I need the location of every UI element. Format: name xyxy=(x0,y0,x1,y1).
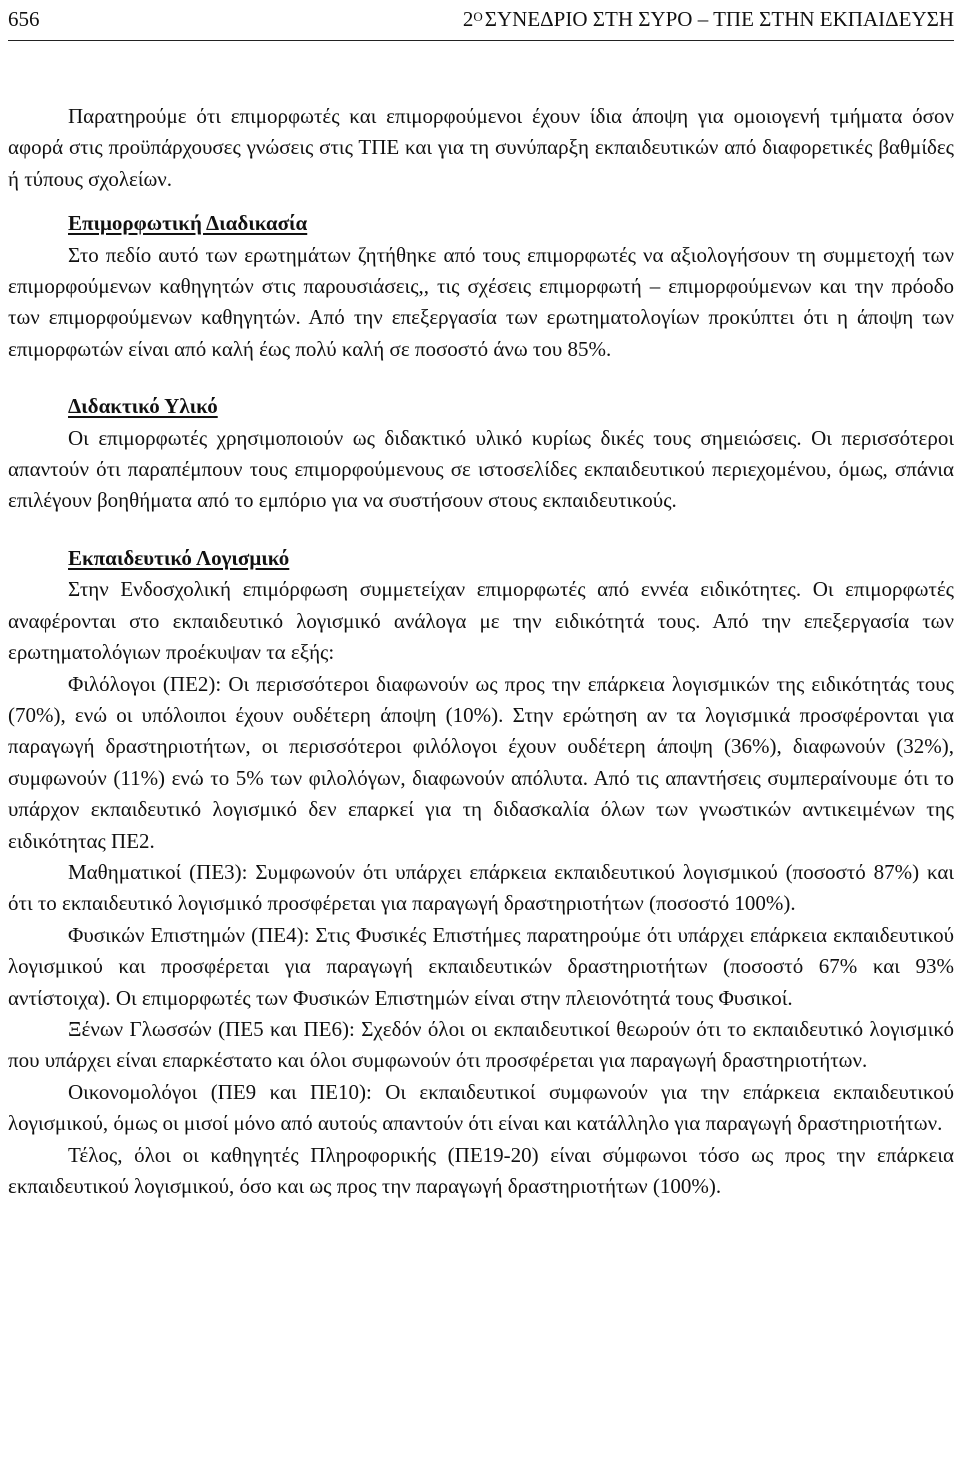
paragraph-informatics: Τέλος, όλοι οι καθηγητές Πληροφορικής (ΠΕ19-20) είναι σύμφωνοι τόσο ως προς την επάρκεια εκπαιδευτικού λογισμικού, όσο και ως προς την παραγωγή δραστηριοτήτων (100%). xyxy=(8,1142,954,1198)
conference-ordinal: 2 xyxy=(462,7,474,31)
section-paragraph: Στο πεδίο αυτό των ερωτημάτων ζητήθηκε από τους επιμορφωτές να αξιολογήσουν τη συμμετοχή των επιμορφούμενων καθηγητών στις παρουσιάσεις,, τις σχέσεις επιμορφωτή – επιμορφούμενων και την πρόοδο των επιμορφούμενων καθηγητών. Από την επεξεργασία των ερωτηματολογίων προκύπτει ότι η άποψη των επιμορφωτών είναι από καλή έως πολύ καλή σε ποσοστό άνω του 85%. xyxy=(8,242,954,361)
section-teaching-material xyxy=(8,391,954,517)
section-paragraph: Οι επιμορφωτές χρησιμοποιούν ως διδακτικό υλικό κυρίως δικές τους σημειώσεις. Οι περισσότεροι απαντούν ότι παραπέμπουν τους επιμορφούμενους σε ιστοσελίδες εκπαιδευτικού περιεχομένου, όμως, σπάνια επιλέγουν βοηθήματα από το εμπόριο για να συστήσουν στους εκπαιδευτικούς. xyxy=(8,425,954,513)
section-training-process xyxy=(8,208,954,365)
section-heading: Εκπαιδευτικό Λογισμικό xyxy=(68,545,290,570)
section-paragraph: Στην Ενδοσχολική επιμόρφωση συμμετείχαν επιμορφωτές από εννέα ειδικότητες. Οι επιμορφωτές αναφέρονται στο εκπαιδευτικό λογισμικό ανάλογα με την ειδικότητά τους. Από την επεξεργασία των ερωτηματολόγιων προέκυψαν τα εξής: xyxy=(8,577,954,665)
document-page xyxy=(8,0,954,1202)
paragraph-mathematicians: Μαθηματικοί (ΠΕ3): Συμφωνούν ότι υπάρχει επάρκεια εκπαιδευτικού λογισμικού (ποσοστό 87%) και ότι το εκπαιδευτικό λογισμικό προσφέρεται για παραγωγή δραστηριοτήτων (ποσοστό 100%). xyxy=(8,859,954,916)
section-educational-software xyxy=(8,543,954,1203)
body-text xyxy=(8,101,954,1202)
intro-paragraph: Παρατηρούμε ότι επιμορφωτές και επιμορφούμενοι έχουν ίδια άποψη για ομοιογενή τμήματα όσον αφορά στις προϋπάρχουσες γνώσεις στις ΤΠΕ και για τη συνύπαρξη εκπαιδευτικών από διαφορετικές βαθμίδες ή τύπους σχολείων. xyxy=(8,104,954,191)
running-header xyxy=(8,0,954,41)
conference-ordinal-suffix: Ο xyxy=(473,9,483,24)
paragraph-natural-sciences: Φυσικών Επιστημών (ΠΕ4): Στις Φυσικές Επιστήμες παρατηρούμε ότι υπάρχει επάρκεια εκπαιδευτικού λογισμικού και προσφέρεται για παραγωγή εκπαιδευτικών δραστηριοτήτων (ποσοστό 67% και 93% αντίστοιχα). Οι επιμορφωτές των Φυσικών Επιστημών είναι στην πλειονότητά τους Φυσικοί. xyxy=(8,922,954,1010)
paragraph-foreign-languages: Ξένων Γλωσσών (ΠΕ5 και ΠΕ6): Σχεδόν όλοι οι εκπαιδευτικοί θεωρούν ότι το εκπαιδευτικό λογισμικό που υπάρχει είναι επαρκέστατο και όλοι συμφωνούν ότι προσφέρεται για παραγωγή δραστηριοτήτων. xyxy=(8,1016,954,1073)
section-heading: Επιμορφωτική Διαδικασία xyxy=(68,211,308,236)
section-heading: Διδακτικό Υλικό xyxy=(68,394,218,419)
paragraph-economists: Οικονομολόγοι (ΠΕ9 και ΠΕ10): Οι εκπαιδευτικοί συμφωνούν για την επάρκεια εκπαιδευτικού λογισμικού, όμως οι μισοί μόνο από αυτούς απαντούν ότι είναι και κατάλληλο για παραγωγή δραστηριοτήτων. xyxy=(8,1079,954,1136)
conference-title-line xyxy=(463,4,954,34)
paragraph-philologists: Φιλόλογοι (ΠΕ2): Οι περισσότεροι διαφωνούν ως προς την επάρκεια λογισμικών της ειδικότητάς τους (70%), ενώ οι υπόλοιποι έχουν ουδέτερη άποψη (10%). Στην ερώτηση αν τα λογισμικά προσφέρονται για παραγωγή δραστηριοτήτων, οι περισσότεροι φιλόλογοι έχουν ουδέτερη άποψη (36%), διαφωνούν (32%), συμφωνούν (11%) ενώ το 5% των φιλολόγων, διαφωνούν απόλυτα. Από τις απαντήσεις συμπεραίνουμε ότι το υπάρχον εκπαιδευτικό λογισμικό δεν επαρκεί για τη διδασκαλία όλων των γνωστικών αντικειμένων της ειδικότητας ΠΕ2. xyxy=(8,671,954,853)
page-number: 656 xyxy=(8,7,40,31)
conference-title: ΣΥΝΕΔΡΙΟ ΣΤΗ ΣΥΡΟ – ΤΠΕ ΣΤΗΝ ΕΚΠΑΙΔΕΥΣΗ xyxy=(484,7,954,31)
